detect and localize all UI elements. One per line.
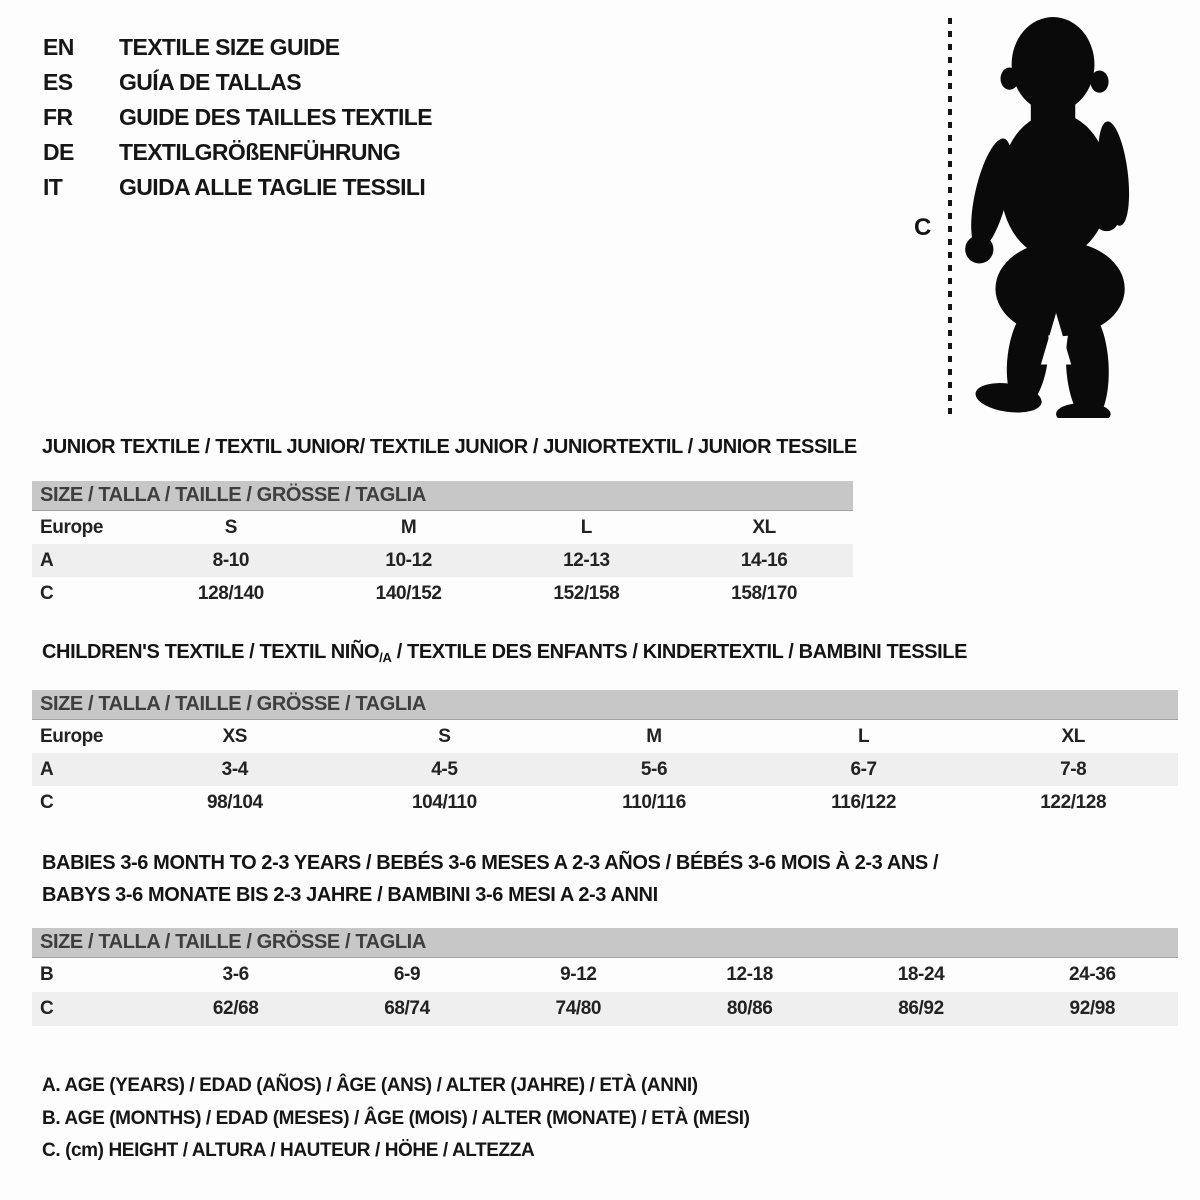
babies-size-table bbox=[32, 928, 1178, 1026]
age-cell: 4-5 bbox=[431, 758, 458, 780]
language-code: EN bbox=[43, 34, 74, 60]
children-section-title bbox=[42, 641, 967, 665]
table-row bbox=[32, 511, 853, 544]
row-label-c: C bbox=[40, 998, 54, 1019]
table-row bbox=[32, 720, 1178, 753]
height-dashed-line bbox=[948, 18, 952, 416]
guide-title-it: GUIDA ALLE TAGLIE TESSILI bbox=[119, 174, 426, 200]
height-cell: 110/116 bbox=[622, 791, 686, 813]
age-cell: 6-9 bbox=[393, 964, 421, 985]
height-measure-label: C bbox=[914, 214, 932, 241]
height-cell: 140/152 bbox=[375, 582, 442, 604]
language-row-it bbox=[43, 170, 432, 205]
language-title-list bbox=[43, 30, 432, 205]
size-cell: M bbox=[646, 725, 662, 747]
table-row bbox=[32, 544, 853, 577]
toddler-silhouette-icon bbox=[964, 14, 1136, 418]
age-cell: 5-6 bbox=[640, 758, 668, 780]
babies-size-header-bar: SIZE / TALLA / TAILLE / GRÖSSE / TAGLIA bbox=[32, 928, 1178, 958]
junior-size-table bbox=[32, 481, 853, 610]
babies-section-title bbox=[42, 847, 938, 911]
age-cell: 24-36 bbox=[1069, 964, 1116, 985]
age-cell: 12-13 bbox=[563, 549, 610, 571]
age-cell: 12-18 bbox=[726, 964, 773, 985]
age-cell: 7-8 bbox=[1060, 758, 1087, 780]
table-row bbox=[32, 992, 1178, 1026]
guide-title-en: TEXTILE SIZE GUIDE bbox=[119, 34, 340, 60]
children-title-prefix: CHILDREN'S TEXTILE / TEXTIL NIÑO bbox=[42, 641, 380, 663]
size-cell: XL bbox=[752, 516, 776, 538]
age-cell: 18-24 bbox=[897, 964, 945, 985]
height-cell: 158/170 bbox=[731, 582, 798, 604]
table-row bbox=[32, 786, 1178, 819]
size-cell: S bbox=[224, 516, 238, 538]
language-row-es bbox=[43, 65, 432, 100]
height-cell: 80/86 bbox=[726, 998, 773, 1019]
row-label-c: C bbox=[40, 791, 54, 813]
note-age-months: B. AGE (MONTHS) / EDAD (MESES) / ÂGE (MOIS) / ALTER (MONATE) / ETÀ (MESI) bbox=[42, 1107, 750, 1129]
height-cell: 86/92 bbox=[898, 998, 944, 1019]
language-row-en bbox=[43, 30, 432, 65]
row-label-europe: Europe bbox=[40, 725, 104, 747]
size-cell: XL bbox=[1061, 725, 1085, 747]
guide-title-es: GUÍA DE TALLAS bbox=[119, 69, 301, 95]
row-label-a: A bbox=[40, 549, 54, 571]
age-cell: 3-4 bbox=[221, 758, 248, 780]
size-cell: XS bbox=[222, 725, 248, 747]
children-title-suffix: / TEXTILE DES ENFANTS / KINDERTEXTIL / BAMBINI TESSILE bbox=[391, 641, 968, 663]
height-cell: 98/104 bbox=[206, 791, 263, 813]
height-cell: 104/110 bbox=[411, 791, 477, 813]
age-cell: 6-7 bbox=[850, 758, 877, 780]
language-code: FR bbox=[43, 104, 73, 130]
note-age-years: A. AGE (YEARS) / EDAD (AÑOS) / ÂGE (ANS) / ALTER (JAHRE) / ETÀ (ANNI) bbox=[42, 1075, 698, 1096]
children-size-table bbox=[32, 690, 1178, 819]
guide-title-de: TEXTILGRÖßENFÜHRUNG bbox=[119, 139, 401, 165]
note-height-cm: C. (cm) HEIGHT / ALTURA / HAUTEUR / HÖHE / ALTEZZA bbox=[42, 1140, 535, 1161]
age-cell: 8-10 bbox=[212, 549, 250, 571]
babies-title-line2: BABYS 3-6 MONATE BIS 2-3 JAHRE / BAMBINI 3-6 MESI A 2-3 ANNI bbox=[42, 884, 658, 906]
children-size-header-bar: SIZE / TALLA / TAILLE / GRÖSSE / TAGLIA bbox=[32, 690, 1178, 720]
age-cell: 9-12 bbox=[560, 964, 597, 985]
age-cell: 14-16 bbox=[740, 549, 788, 571]
row-label-a: A bbox=[40, 758, 54, 780]
babies-title-line1: BABIES 3-6 MONTH TO 2-3 YEARS / BEBÉS 3-6 MESES A 2-3 AÑOS / BÉBÉS 3-6 MOIS À 2-3 ANS / bbox=[42, 852, 939, 874]
height-cell: 116/122 bbox=[831, 791, 897, 813]
height-cell: 62/68 bbox=[212, 998, 259, 1019]
table-row bbox=[32, 753, 1178, 786]
table-row bbox=[32, 577, 853, 610]
age-cell: 10-12 bbox=[385, 549, 432, 571]
height-cell: 122/128 bbox=[1040, 791, 1107, 813]
guide-title-fr: GUIDE DES TAILLES TEXTILE bbox=[119, 104, 432, 130]
language-code: ES bbox=[43, 69, 73, 95]
height-cell: 92/98 bbox=[1069, 998, 1116, 1019]
height-cell: 128/140 bbox=[197, 582, 264, 604]
language-row-de bbox=[43, 135, 432, 170]
height-cell: 68/74 bbox=[384, 998, 430, 1019]
row-label-c: C bbox=[40, 582, 54, 604]
height-cell: 152/158 bbox=[553, 582, 620, 604]
age-cell: 3-6 bbox=[222, 964, 249, 985]
language-code: DE bbox=[43, 139, 74, 165]
size-cell: M bbox=[400, 516, 417, 538]
height-cell: 74/80 bbox=[555, 998, 602, 1019]
size-cell: L bbox=[580, 516, 592, 538]
size-cell: L bbox=[857, 725, 870, 747]
row-label-b: B bbox=[40, 964, 54, 985]
table-row bbox=[32, 958, 1178, 992]
junior-section-title: JUNIOR TEXTILE / TEXTIL JUNIOR/ TEXTILE JUNIOR / JUNIORTEXTIL / JUNIOR TESSILE bbox=[42, 436, 857, 458]
language-row-fr bbox=[43, 100, 432, 135]
legend-notes bbox=[42, 1070, 750, 1168]
junior-size-header-bar: SIZE / TALLA / TAILLE / GRÖSSE / TAGLIA bbox=[32, 481, 853, 511]
row-label-europe: Europe bbox=[40, 516, 104, 538]
language-code: IT bbox=[43, 174, 63, 200]
children-title-sub: /A bbox=[379, 650, 392, 665]
size-cell: S bbox=[438, 725, 451, 747]
